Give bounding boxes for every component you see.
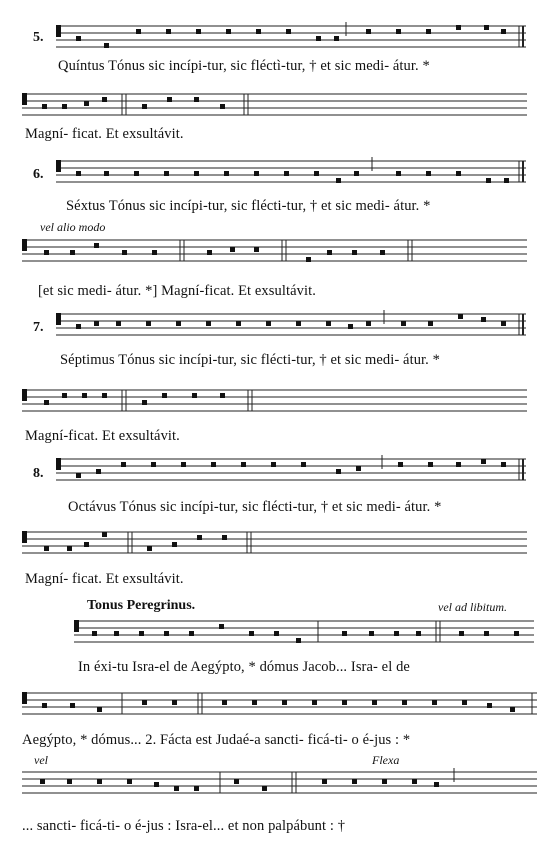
- lyric-peregrinus-1: In éxi-tu Isra-el de Aegýpto, * dómus Jacob... Isra- el de: [78, 659, 410, 675]
- staff-tone-5-svg: [56, 22, 526, 52]
- lyric-tone-7-ending: Magní-ficat. Et exsultávit.: [25, 428, 180, 444]
- clef-icon: [56, 25, 61, 37]
- lyric-peregrinus-2: Aegýpto, * dómus... 2. Fácta est Judaé-a sancti- ficá-ti- o é-jus : *: [22, 732, 411, 748]
- flexa-note: Flexa: [372, 753, 400, 767]
- tone-number-6: 6.: [33, 167, 44, 182]
- staff-tone-5: [56, 22, 526, 52]
- lyric-tone-5: Quíntus Tónus sic incípi-tur, sic fléctì-tur, † et sic medi- átur. *: [58, 58, 430, 74]
- clef-icon: [22, 239, 27, 251]
- clef-icon: [56, 160, 61, 172]
- tone-number-7: 7.: [33, 320, 44, 335]
- clef-icon: [22, 531, 27, 543]
- staff-peregrinus-3: [22, 768, 537, 800]
- lyric-tone-8: Octávus Tónus sic incípi-tur, sic flécti-tur, † et sic medi- átur. *: [68, 499, 442, 515]
- clef-icon: [22, 389, 27, 401]
- lyric-tone-6: Séxtus Tónus sic incípi-tur, sic flécti-tur, † et sic medi- átur. *: [66, 198, 431, 214]
- alt-mode-note: vel alio modo: [40, 220, 106, 234]
- lyric-tone-5-ending: Magní- ficat. Et exsultávit.: [25, 126, 184, 142]
- staff-tone-5-ending: [22, 90, 527, 120]
- peregrinus-title: Tonus Peregrinus.: [87, 598, 196, 613]
- staff-tone-8: [56, 455, 526, 485]
- ad-libitum-note: vel ad libitum.: [438, 600, 507, 614]
- staff-peregrinus-1: [74, 617, 534, 647]
- lyric-peregrinus-3: ... sancti- ficá-ti- o é-jus : Isra-el... et non palpábunt : †: [22, 818, 346, 834]
- staff-peregrinus-2: [22, 689, 537, 719]
- vel-note: vel: [34, 753, 48, 767]
- lyric-tone-6-ending: [et sic medi- átur. *] Magní-ficat. Et exsultávit.: [38, 283, 317, 299]
- clef-icon: [56, 313, 61, 325]
- lyric-tone-8-ending: Magní- ficat. Et exsultávit.: [25, 571, 184, 587]
- tone-number-5: 5.: [33, 30, 44, 45]
- staff-tone-7: [56, 310, 526, 340]
- staff-tone-6: [56, 157, 526, 187]
- staff-tone-6-ending: [22, 236, 527, 266]
- clef-icon: [22, 93, 27, 105]
- tone-number-8: 8.: [33, 466, 44, 481]
- staff-tone-7-ending: [22, 386, 527, 416]
- clef-icon: [56, 458, 61, 470]
- staff-tone-8-ending: [22, 528, 527, 560]
- clef-icon: [74, 620, 79, 632]
- clef-icon: [22, 692, 27, 704]
- lyric-tone-7: Séptimus Tónus sic incípi-tur, sic flécti-tur, † et sic medi- átur. *: [60, 352, 440, 368]
